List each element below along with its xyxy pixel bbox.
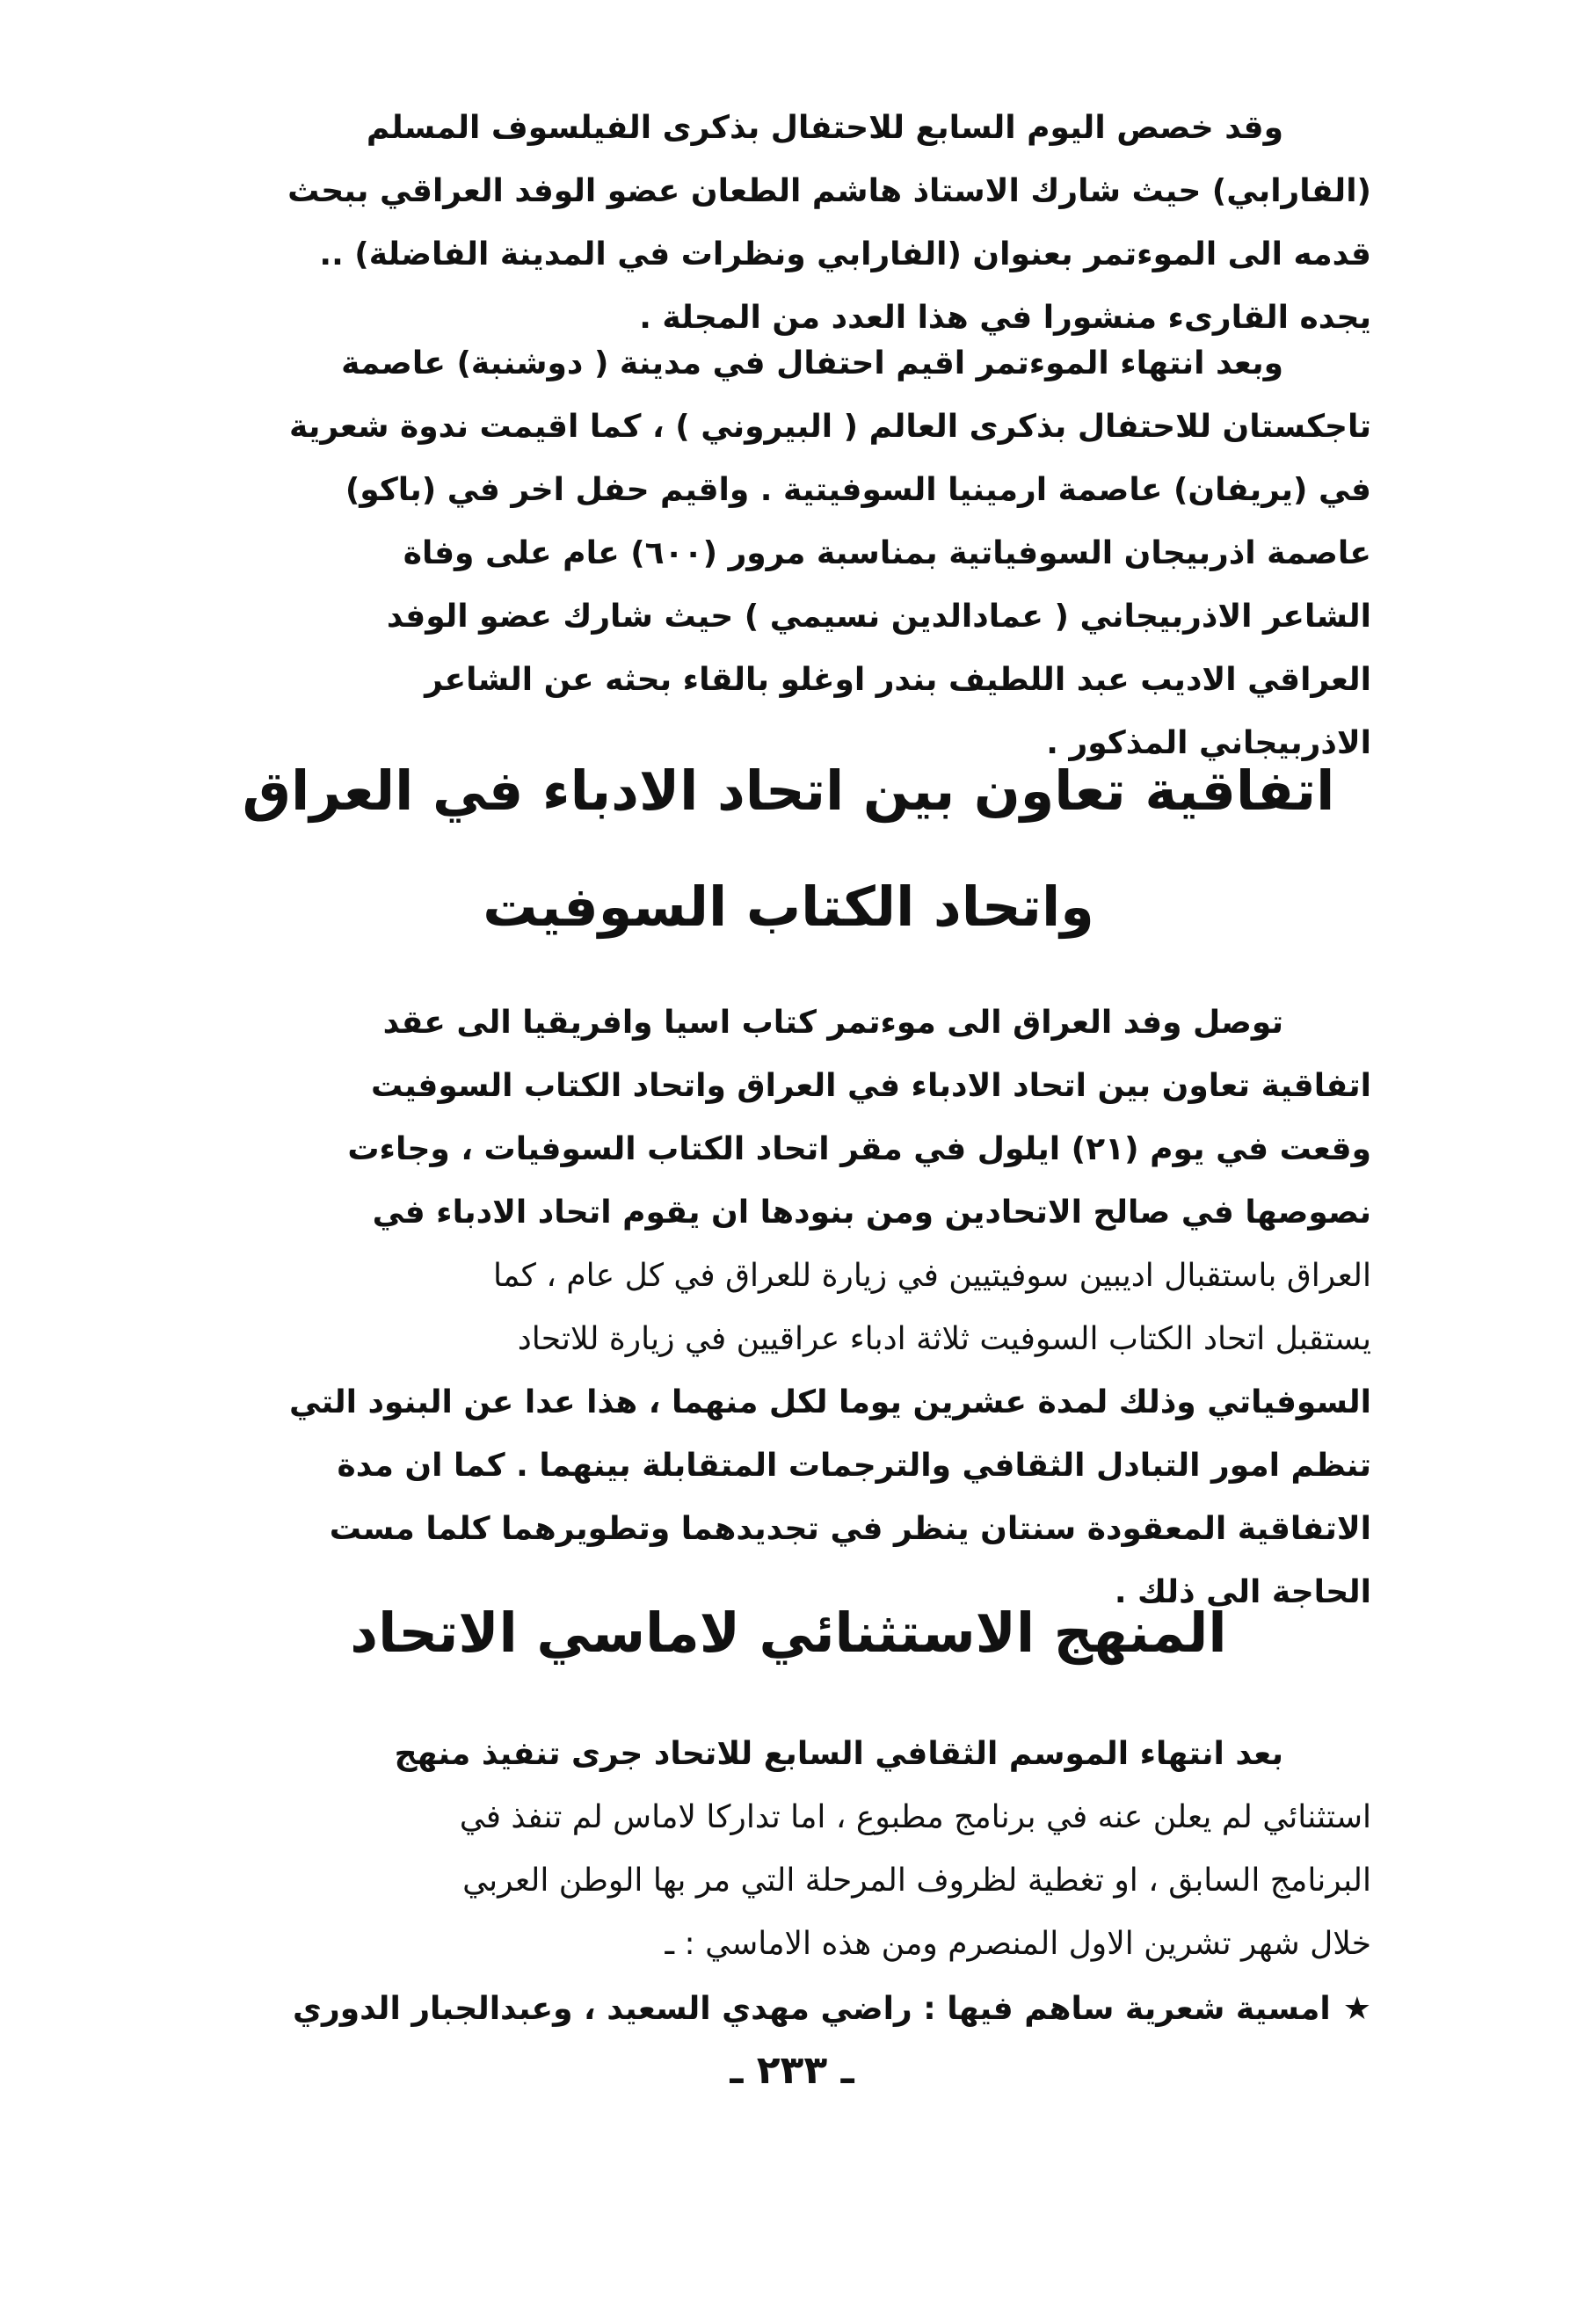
text-line: عاصمة اذربيجان السوفياتية بمناسبة مرور (٦٠٠) عام على وفاة	[403, 535, 1371, 571]
text-line: الحاجة الى ذلك .	[1114, 1574, 1371, 1610]
text-line: يستقبل اتحاد الكتاب السوفيت ثلاثة ادباء عراقيين في زيارة للاتحاد	[517, 1321, 1371, 1357]
text-line: استثنائي لم يعلن عنه في برنامج مطبوع ، اما تداركا لاماس لم تنفذ في	[459, 1799, 1371, 1835]
text-line: الاذربيجاني المذكور .	[1046, 725, 1371, 761]
page-number: ـ ٢٣٣ ـ	[730, 2048, 854, 2093]
paragraph-exceptional-program	[206, 1723, 1371, 1976]
paragraph-agreement	[206, 991, 1371, 1624]
text-line: يجده القارىء منشورا في هذا العدد من المجلة .	[639, 300, 1371, 336]
text-line: خلال شهر تشرين الاول المنصرم ومن هذه الاماسي : ـ	[665, 1926, 1371, 1962]
text-line: توصل وفد العراق الى موءتمر كتاب اسيا وافريقيا الى عقد	[382, 1005, 1283, 1041]
section-heading-agreement-line1: اتفاقية تعاون بين اتحاد الادباء في العراق	[242, 759, 1335, 823]
text-line: تنظم امور التبادل الثقافي والترجمات المتقابلة بينهما . كما ان مدة	[337, 1448, 1371, 1484]
text-line: تاجكستان للاحتفال بذكرى العالم ( البيروني ) ، كما اقيمت ندوة شعرية	[289, 409, 1371, 445]
text-line: بعد انتهاء الموسم الثقافي السابع للاتحاد جرى تنفيذ منهج	[394, 1736, 1283, 1772]
text-line: البرنامج السابق ، او تغطية لظروف المرحلة التي مر بها الوطن العربي	[462, 1863, 1371, 1899]
text-line: السوفياتي وذلك لمدة عشرين يوما لكل منهما ، هذا عدا عن البنود التي	[289, 1384, 1371, 1420]
paragraph-celebrations	[206, 332, 1371, 775]
paragraph-farabi	[206, 97, 1371, 350]
bullet-text: امسية شعرية ساهم فيها : راضي مهدي السعيد ، وعبدالجبار الدوري	[293, 1991, 1331, 2027]
text-line: الاتفاقية المعقودة سنتان ينظر في تجديدهما وتطويرهما كلما مست	[329, 1511, 1371, 1547]
star-icon: ★	[1342, 1991, 1371, 2027]
text-line: نصوصها في صالح الاتحادين ومن بنودها ان يقوم اتحاد الادباء في	[372, 1195, 1371, 1231]
text-line: اتفاقية تعاون بين اتحاد الادباء في العراق واتحاد الكتاب السوفيت	[371, 1068, 1371, 1104]
text-line: وقعت في يوم (٢١) ايلول في مقر اتحاد الكتاب السوفيات ، وجاءت	[347, 1131, 1371, 1167]
text-line: (الفارابي) حيث شارك الاستاذ هاشم الطعان عضو الوفد العراقي ببحث	[287, 173, 1371, 209]
text-line: قدمه الى الموءتمر بعنوان (الفارابي ونظرات في المدينة الفاضلة) ..	[319, 236, 1371, 272]
bullet-item	[206, 1978, 1371, 2041]
text-line: وبعد انتهاء الموءتمر اقيم احتفال في مدينة ( دوشنبة) عاصمة	[341, 345, 1283, 381]
text-line: وقد خصص اليوم السابع للاحتفال بذكرى الفيلسوف المسلم	[366, 110, 1283, 146]
text-line: العراقي الاديب عبد اللطيف بندر اوغلو بالقاء بحثه عن الشاعر	[425, 662, 1371, 698]
text-line: العراق باستقبال اديبين سوفيتيين في زيارة للعراق في كل عام ، كما	[492, 1258, 1371, 1294]
text-line: في (يريفان) عاصمة ارمينيا السوفيتية . واقيم حفل اخر في (باكو)	[345, 472, 1371, 508]
bullet-line	[206, 1978, 1371, 2041]
section-heading-agreement-line2: واتحاد الكتاب السوفيت	[483, 875, 1094, 939]
section-heading-exceptional-program: المنهج الاستثنائي لاماسي الاتحاد	[350, 1601, 1227, 1665]
text-line: الشاعر الاذربيجاني ( عمادالدين نسيمي ) حيث شارك عضو الوفد	[386, 599, 1371, 635]
